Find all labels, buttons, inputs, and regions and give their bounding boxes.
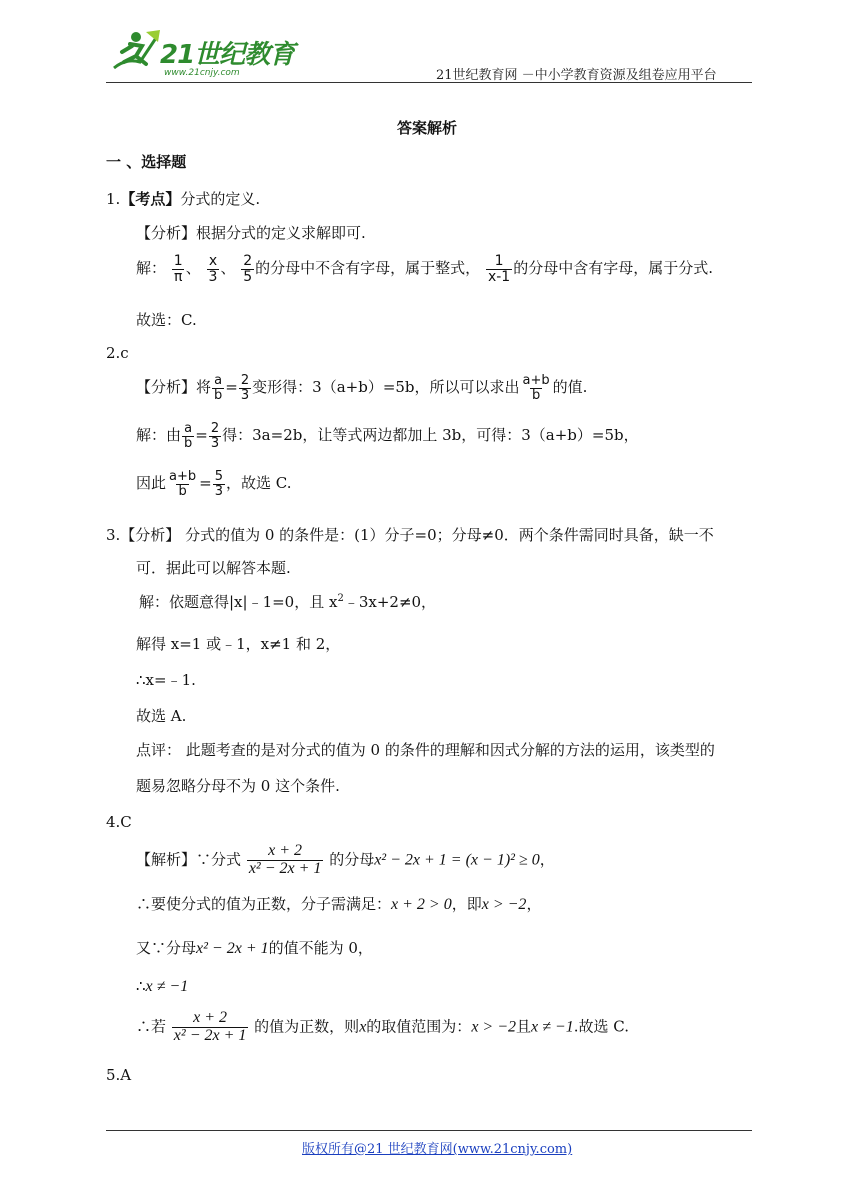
fraction: $\frac{1}{\pi}$ bbox=[173, 253, 183, 285]
footer-copyright-link[interactable]: 版权所有@21 世纪教育网(www.21cnjy.com) bbox=[302, 1142, 573, 1157]
fraction: $\frac{a}{b}$ bbox=[214, 373, 223, 403]
fraction: $\frac{2}{5}$ bbox=[243, 253, 253, 285]
q2-solution: 解：由 $\frac{a}{b}$ = $\frac{2}{3}$ 得：3a=2b，让等式两边都加上 3b，可得：3（a+b）=5b， bbox=[136, 421, 639, 451]
q3-line-3: 解：依题意得|x|﹣1=0，且 $x^2﹣3x+2\ne 0$， bbox=[139, 593, 437, 611]
logo bbox=[106, 28, 295, 80]
q3-line-7: 点评： 此题考查的是对分式的值为 0 的条件的理解和因式分解的方法的运用，该类型的 bbox=[136, 741, 715, 759]
section-heading: 一 、选择题 bbox=[106, 153, 187, 171]
q2-analysis: 【分析】将 $\frac{a}{b}$ = $\frac{2}{3}$ 变形得：3（a+b）=5b，所以可以求出 $\frac{a+b}{b}$ 的值. bbox=[136, 373, 588, 403]
logo-url: www.21cnjy.com bbox=[164, 68, 240, 78]
q1-solution: 解： $\frac{1}{\pi}$ 、 $\frac{x}{3}$ 、 $\frac{2}{5}$ 的分母中不含有字母，属于整式， $\frac{1}{x-1}$ 的分母中含有字母，属于分式. bbox=[136, 253, 713, 285]
logo-text: 21世纪教育 bbox=[160, 40, 295, 70]
q1-head bbox=[106, 188, 260, 209]
q4-head: 4.C bbox=[106, 813, 132, 831]
q4-line-4: ∴x ≠ −1 bbox=[136, 977, 189, 995]
q5-head: 5.A bbox=[106, 1066, 132, 1084]
q1-analysis-text: 根据分式的定义求解即可. bbox=[196, 224, 366, 242]
fraction: $\frac{x + 2}{\text{x² − 2x + 1}}$ bbox=[248, 842, 322, 877]
fraction: $\frac{1}{x-1}$ bbox=[487, 253, 511, 285]
q3-line-2: 可．据此可以解答本题. bbox=[136, 559, 291, 577]
fraction: $\frac{a+b}{b}$ bbox=[522, 373, 550, 403]
q1-label: 【考点】 bbox=[120, 190, 181, 208]
q3-line-5: ∴x=﹣1. bbox=[136, 671, 196, 689]
runner-logo-icon bbox=[106, 28, 162, 78]
site-title: 21世纪教育网 －中小学教育资源及组卷应用平台 bbox=[436, 68, 717, 83]
q4-line-5: ∴若 $\frac{x + 2}{\text{x² − 2x + 1}}$ 的值为正数，则x的取值范围为：x > −2且x ≠ −1.故选 C. bbox=[136, 1009, 629, 1044]
q1-number: 1. bbox=[106, 190, 121, 208]
fraction: $\frac{x + 2}{\text{x² − 2x + 1}}$ bbox=[173, 1009, 247, 1044]
q2-therefore: 因此 $\frac{a+b}{b}$ = $\frac{5}{3}$ ，故选 C. bbox=[136, 469, 292, 499]
page-title: 答案解析 bbox=[397, 119, 458, 137]
fraction: $\frac{5}{3}$ bbox=[214, 469, 223, 499]
header-rule bbox=[106, 82, 752, 83]
q1-analysis bbox=[136, 222, 366, 243]
q1-text: 分式的定义. bbox=[180, 190, 261, 208]
footer-rule bbox=[106, 1130, 752, 1131]
fraction: $\frac{2}{3}$ bbox=[240, 373, 250, 403]
q3-line-8: 题易忽略分母不为 0 这个条件. bbox=[136, 777, 340, 795]
fraction: $\frac{a}{b}$ bbox=[184, 421, 193, 451]
q4-line-2: ∴要使分式的值为正数，分子需满足：x + 2 > 0，即x > −2， bbox=[136, 895, 542, 913]
fraction: $\frac{2}{3}$ bbox=[210, 421, 220, 451]
fraction: $\frac{x}{3}$ bbox=[208, 253, 218, 285]
q3-line-6: 故选 A. bbox=[136, 707, 187, 725]
q3-line-4: 解得 x=1 或﹣1，x≠1 和 2， bbox=[136, 635, 341, 653]
q1-answer: 故选：C. bbox=[136, 311, 197, 329]
q1-sol-mid: 的分母中不含有字母，属于整式， bbox=[255, 259, 481, 278]
q1-analysis-label: 【分析】 bbox=[136, 224, 197, 242]
q1-sol-end: 的分母中含有字母，属于分式. bbox=[513, 259, 713, 278]
q4-line-3: 又∵分母x² − 2x + 1的值不能为 0， bbox=[136, 939, 373, 957]
fraction: $\frac{a+b}{b}$ bbox=[169, 469, 197, 499]
q2-head: 2.c bbox=[106, 344, 129, 362]
q3-line-1: 3.【分析】 分式的值为 0 的条件是：(1）分子=0；分母≠0．两个条件需同时具备，缺一不 bbox=[106, 526, 714, 544]
q1-sol-prefix: 解： bbox=[136, 259, 167, 278]
q4-line-1: 【解析】∵分式 $\frac{x + 2}{\text{x² − 2x + 1}}$ 的分母x² − 2x + 1 = (x − 1)² ≥ 0， bbox=[136, 842, 555, 877]
